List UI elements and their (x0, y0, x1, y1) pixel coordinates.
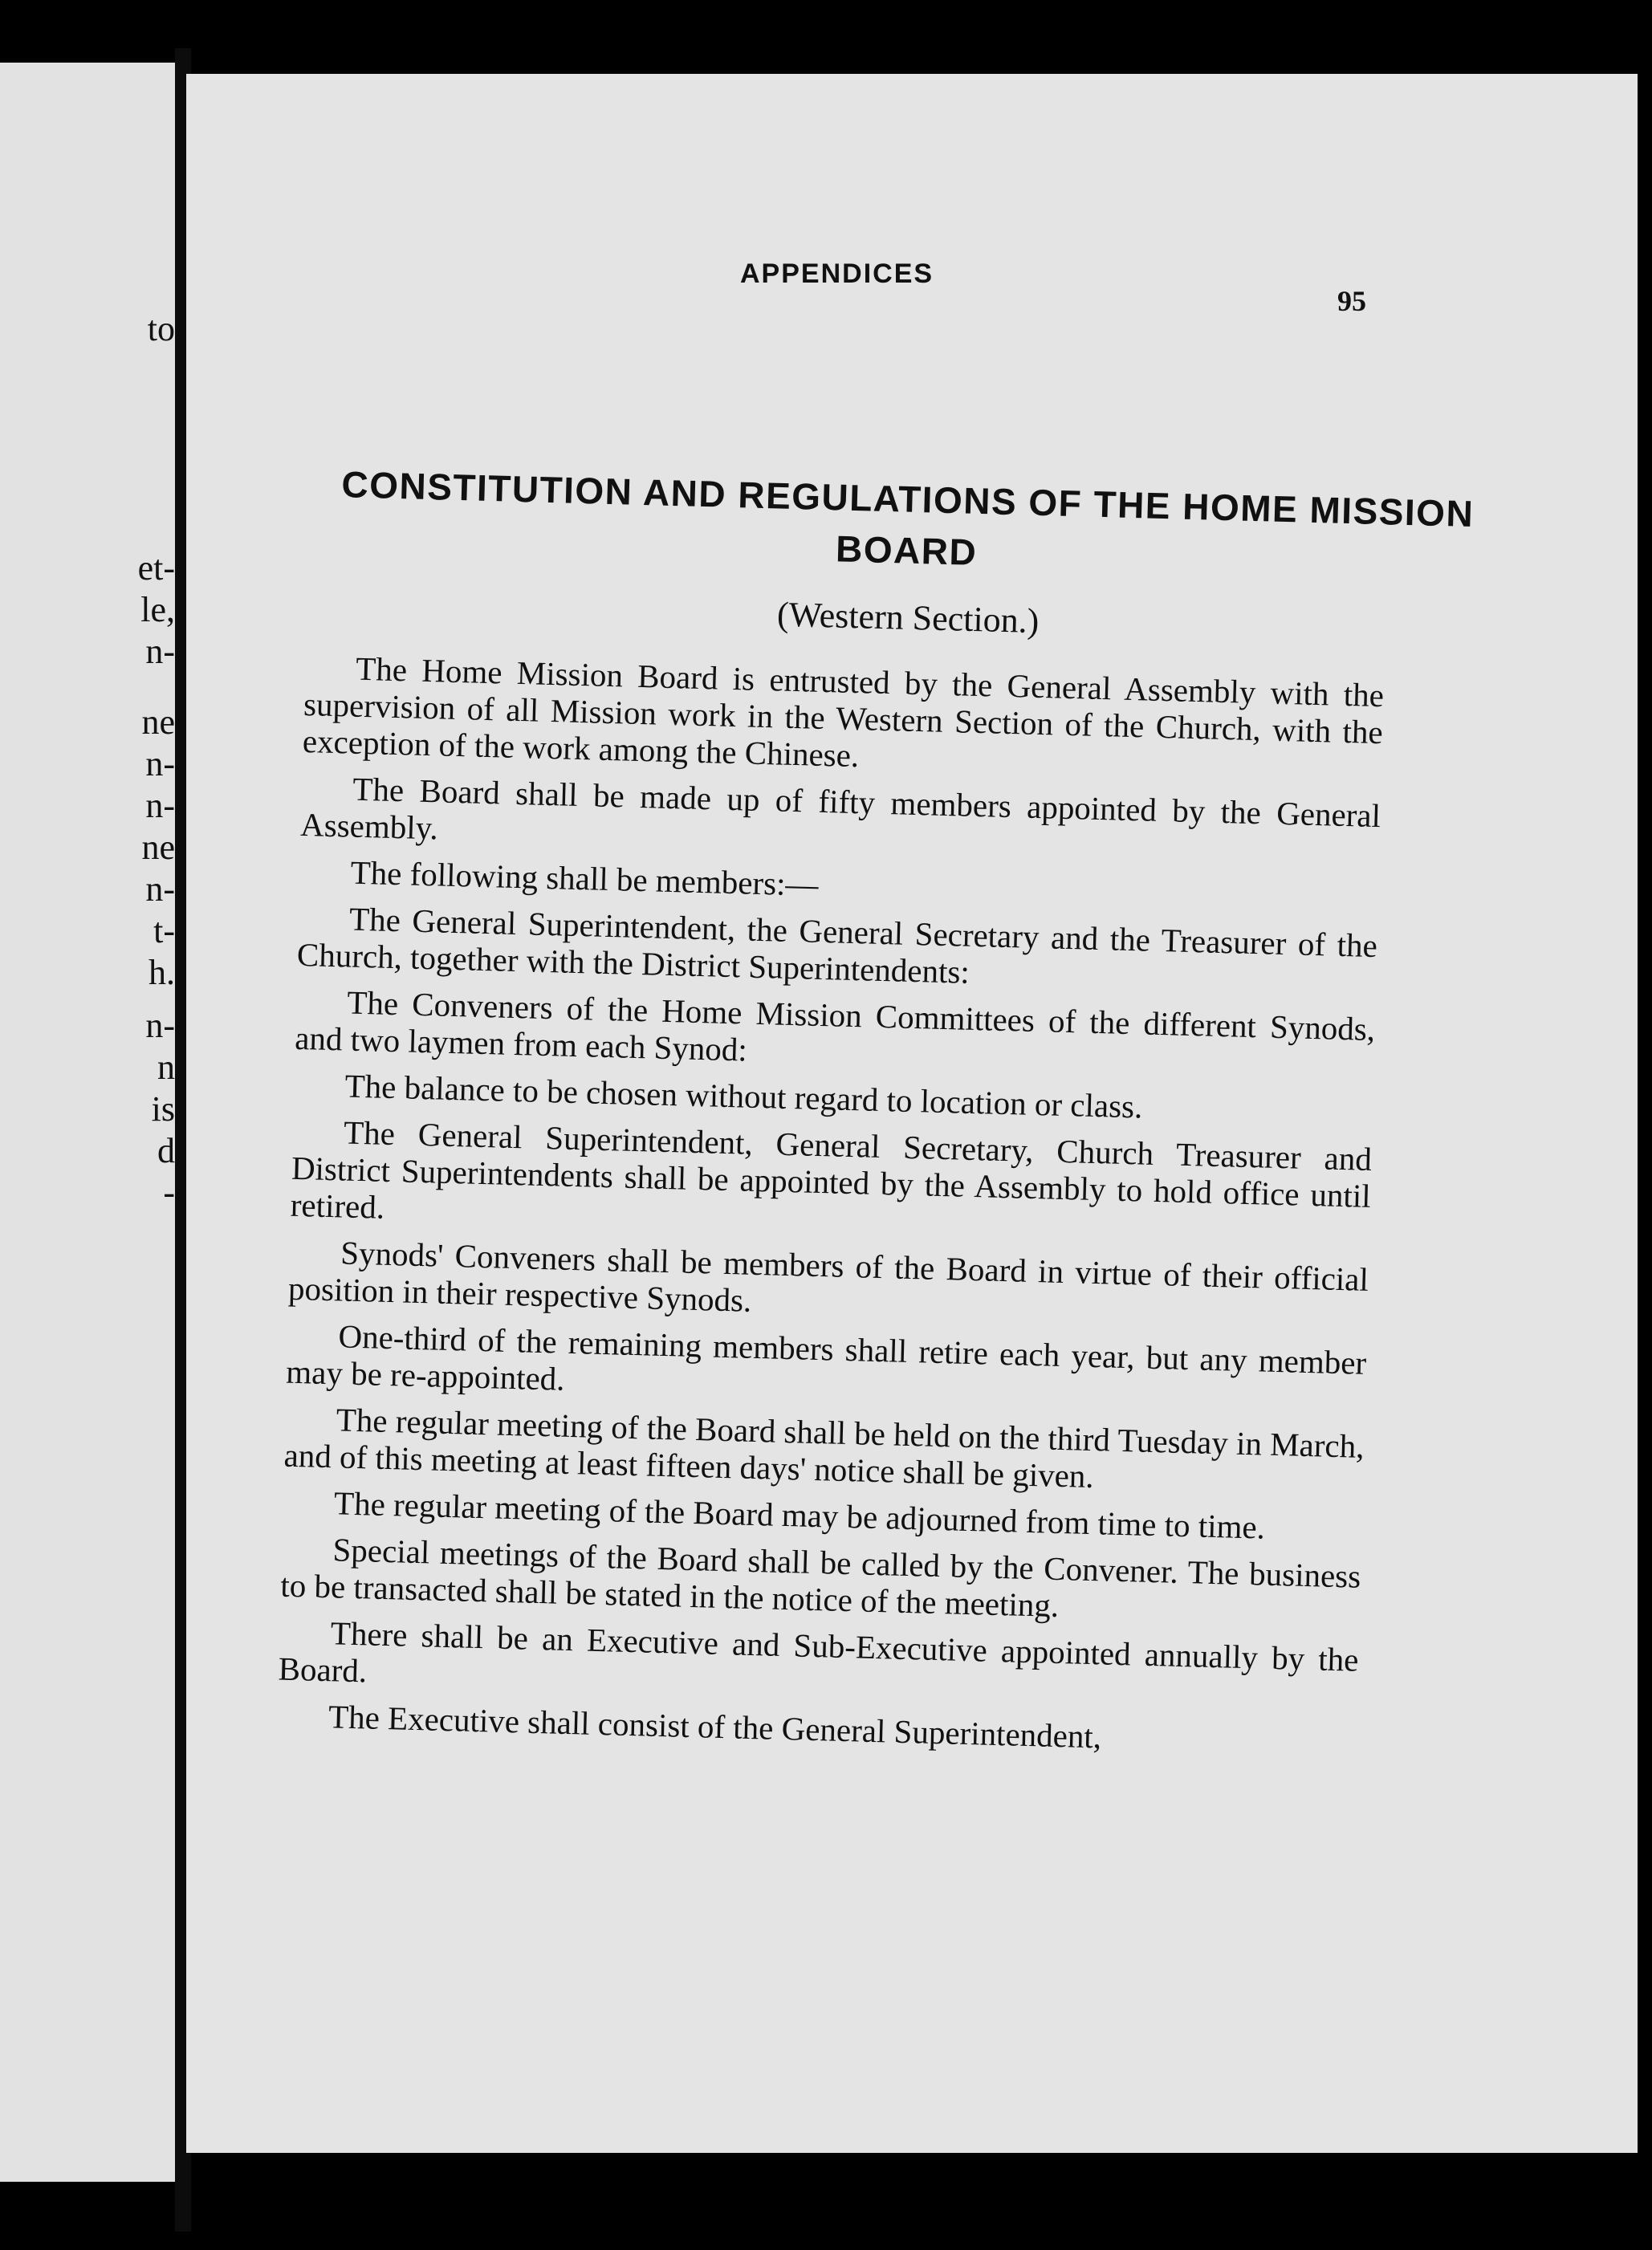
left-fragment: t- (153, 911, 175, 950)
paragraph: The Conveners of the Home Mission Committees of the different Synods, and two laymen from each Synod: (294, 983, 1376, 1068)
left-fragment: to (147, 309, 175, 348)
paragraph: One-third of the remaining members shall retire each year, but any member may be re-appointed. (285, 1317, 1367, 1398)
running-head: APPENDICES (740, 258, 934, 289)
paragraph: The General Superintendent, the General Secretary and the Treasurer of the Church, together with the District Superintendents: (296, 900, 1378, 991)
left-fragment: n- (145, 786, 175, 825)
left-fragment: - (163, 1173, 175, 1212)
left-fragment: ne (141, 702, 175, 742)
paragraph: Special meetings of the Board shall be called by the Convener. The business to be transacted shall be stated in the notice of the meeting. (279, 1531, 1361, 1624)
paragraph: The following shall be members:— (350, 853, 820, 903)
page-number: 95 (1337, 285, 1366, 317)
paragraph: The Home Mission Board is entrusted by the General Assembly with the supervision of all Mission work in the Western Section of the Church, with the exception of the work among the Chinese. (302, 649, 1385, 775)
left-fragment: ne (141, 828, 175, 867)
left-page (0, 63, 186, 2182)
left-fragment: n- (145, 1006, 175, 1045)
body-text (276, 649, 1384, 1772)
left-fragment: n (157, 1048, 175, 1087)
page-title: CONSTITUTION AND REGULATIONS OF THE HOME MISSION BOARD (340, 463, 1475, 573)
paragraph: The Board shall be made up of fifty members appointed by the General Assembly. (299, 770, 1381, 847)
left-fragment: et- (137, 548, 175, 588)
left-fragment: le, (140, 590, 175, 629)
left-fragment: is (151, 1089, 175, 1129)
paragraph: The regular meeting of the Board shall be held on the third Tuesday in March, and of this meeting at least fifteen days' notice shall be given. (283, 1401, 1365, 1495)
paragraph: The balance to be chosen without regard to location or class. (344, 1067, 1143, 1125)
left-fragment: n- (145, 869, 175, 909)
paragraph: The General Superintendent, General Secretary, Church Treasurer and District Superintendents shall be appointed by the Assembly to hold office until retired. (290, 1113, 1373, 1226)
left-page-text-fragments (0, 63, 186, 2182)
left-fragment: h. (149, 953, 175, 992)
paragraph: There shall be an Executive and Sub-Executive appointed annually by the Board. (278, 1614, 1360, 1690)
paragraph: Synods' Conveners shall be members of the Board in virtue of their official position in their respective Synods. (287, 1234, 1369, 1319)
page-subtitle: (Western Section.) (776, 594, 1040, 641)
left-fragment: d (157, 1131, 175, 1170)
paragraph: The regular meeting of the Board may be adjourned from time to time. (333, 1484, 1266, 1546)
left-fragment: n- (145, 632, 175, 671)
book-page (186, 74, 1638, 2153)
left-fragment: n- (145, 744, 175, 783)
paragraph: The Executive shall consist of the General Superintendent, (328, 1698, 1102, 1756)
